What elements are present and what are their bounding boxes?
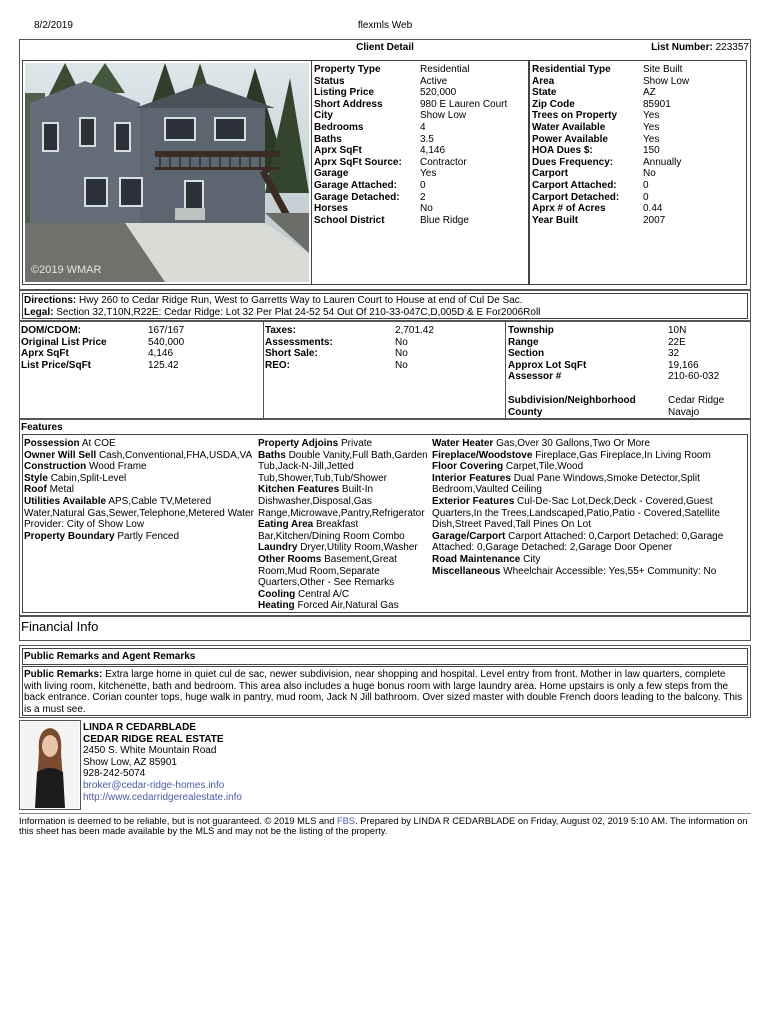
features-title: Features	[21, 422, 63, 433]
field-label: HOA Dues $:	[532, 145, 593, 157]
feature-value: Built-In Dishwasher,Disposal,Gas Range,Microwave,Pantry,Refrigerator	[258, 484, 425, 519]
feature-label: Floor Covering	[432, 461, 504, 473]
photo-watermark: ©2019 WMAR	[31, 264, 102, 276]
field-row	[532, 99, 744, 111]
field-row	[508, 325, 748, 337]
field-value: Navajo	[668, 406, 700, 418]
field-value: Site Built	[643, 64, 683, 75]
field-row	[314, 215, 526, 227]
feature-item	[258, 519, 430, 542]
field-value: No	[395, 336, 408, 348]
field-label: Water Available	[532, 121, 606, 133]
field-value: Active	[420, 75, 448, 87]
feature-label: Water Heater	[432, 438, 494, 449]
agent-office: CEDAR RIDGE REAL ESTATE	[83, 733, 224, 745]
field-row	[508, 348, 748, 360]
field-row	[265, 337, 503, 349]
agent-name: LINDA R CEDARBLADE	[83, 722, 196, 733]
field-value: Blue Ridge	[420, 214, 469, 226]
field-row	[21, 325, 261, 337]
field-row	[532, 110, 744, 122]
field-label: Garage Detached:	[314, 191, 400, 203]
agent-phone: 928-242-5074	[83, 768, 146, 780]
field-label: Trees on Property	[532, 110, 618, 122]
public-remarks: Public Remarks: Extra large home in quiet cul de sac, newer subdivision, near shopping and hospital. Level entry from front. Mother in law quarters, complete with living room, kitchenette, bath and bedroom. This area also includes a huge bonus room with large laundry area. Home upstairs is only a few steps from the back entrance. Corian counter tops, huge walk in pantry, mud room, Jack N Jill bathroom. Over sized master with double French doors leading to the balcony. This is a must see.	[24, 669, 743, 715]
field-label: County	[508, 406, 543, 418]
field-label: Original List Price	[21, 336, 107, 348]
feature-item	[432, 566, 746, 578]
field-label: REO:	[265, 359, 290, 371]
field-row	[314, 192, 526, 204]
field-value: 980 E Lauren Court	[420, 98, 508, 110]
field-label: Listing Price	[314, 87, 375, 99]
field-value: 19,166	[668, 359, 699, 371]
agent-email-link[interactable]: broker@cedar-ridge-homes.info	[83, 779, 225, 791]
field-label: State	[532, 87, 557, 99]
footer-disclaimer: Information is deemed to be reliable, but is not guaranteed. © 2019 MLS and FBS. Prepared by LINDA R CEDARBLADE on Friday, August 02, 2019 5:10 AM. The information on this sheet has been made available by the MLS and may not be the listing of the property.	[19, 816, 748, 836]
field-value: 150	[643, 145, 660, 157]
feature-item	[24, 496, 256, 531]
field-row	[265, 360, 503, 372]
feature-value: Double Vanity,Full Bath,Garden Tub,Jack-N-Jill,Jetted Tub,Shower,Tub,Tub/Shower	[258, 449, 428, 484]
feature-item	[432, 496, 746, 531]
feature-value: Carport Attached: 0,Carport Detached: 0,Garage Attached: 0,Garage Detached: 2,Garage Door Opener	[432, 530, 724, 554]
print-header	[0, 20, 770, 32]
field-row	[532, 192, 744, 204]
feature-label: Utilities Available	[24, 495, 107, 507]
feature-value: Carpet,Tile,Wood	[505, 461, 584, 473]
field-label: Status	[314, 75, 345, 87]
feature-label: Property Boundary	[24, 530, 115, 542]
field-row	[314, 203, 526, 215]
feature-value: Cash,Conventional,FHA,USDA,VA	[98, 449, 253, 461]
feature-label: Property Adjoins	[258, 438, 339, 449]
field-row	[532, 157, 744, 169]
field-label: DOM/CDOM:	[21, 325, 81, 336]
feature-value: Private	[340, 438, 373, 449]
field-row	[21, 360, 261, 372]
feature-item	[258, 542, 430, 554]
feature-item	[432, 531, 746, 554]
field-label: Zip Code	[532, 98, 575, 110]
field-label: Carport	[532, 168, 569, 180]
stats-divider-2	[505, 321, 506, 419]
feature-label: Baths	[258, 449, 286, 461]
list-number: List Number: 223357	[651, 42, 749, 53]
field-label: Horses	[314, 203, 348, 215]
features-column-1	[24, 438, 256, 542]
field-row	[314, 110, 526, 122]
field-label: Power Available	[532, 133, 608, 145]
field-label: Subdivision/Neighborhood	[508, 395, 636, 406]
footer-rule	[19, 813, 751, 814]
field-row	[532, 122, 744, 134]
feature-item	[24, 438, 256, 450]
stats-column-2	[265, 325, 503, 371]
field-label: Assessor #	[508, 371, 562, 383]
feature-label: Exterior Features	[432, 495, 515, 507]
field-label: Area	[532, 75, 555, 87]
field-value: Contractor	[420, 156, 467, 168]
feature-value: Dryer,Utility Room,Washer	[300, 542, 418, 554]
field-row	[508, 395, 748, 407]
field-label: List Price/SqFt	[21, 359, 92, 371]
field-row	[314, 122, 526, 134]
financial-title: Financial Info	[21, 619, 99, 634]
field-value: 2007	[643, 214, 666, 226]
field-value: 0	[420, 179, 426, 191]
field-row	[532, 203, 744, 215]
feature-item	[432, 438, 746, 450]
field-row	[314, 157, 526, 169]
feature-item	[24, 473, 256, 485]
field-row	[508, 371, 748, 383]
stats-divider-1	[263, 321, 264, 419]
field-value: 4,146	[148, 348, 174, 360]
feature-item	[258, 589, 430, 601]
field-value: No	[643, 168, 656, 180]
client-detail-title: Client Detail	[356, 42, 414, 53]
feature-item	[432, 473, 746, 496]
field-label: Residential Type	[532, 64, 611, 75]
feature-label: Garage/Carport	[432, 530, 506, 542]
directions: Directions: Hwy 260 to Cedar Ridge Run, West to Garretts Way to Lauren Court to House at end of Cul De Sac. Legal: Section 32,T10N,R22E: Cedar Ridge: Lot 32 Per Plat 24-52 54 Out Of 210-33-047C,D,005D & E For2006Roll	[24, 295, 541, 318]
feature-label: Road Maintenance	[432, 553, 521, 565]
features-column-2	[258, 438, 430, 612]
feature-item	[258, 450, 430, 485]
field-label: Baths	[314, 133, 342, 145]
fbs-link[interactable]: FBS	[336, 816, 356, 826]
feature-label: Style	[24, 472, 48, 484]
field-row	[314, 99, 526, 111]
field-value: 4,146	[420, 145, 446, 157]
feature-item	[24, 531, 256, 543]
field-label: Short Sale:	[265, 348, 318, 360]
field-label: Garage Attached:	[314, 179, 397, 191]
field-row	[314, 134, 526, 146]
field-label: Garage	[314, 168, 349, 180]
field-value: 85901	[643, 98, 671, 110]
field-row	[508, 337, 748, 349]
field-value: Show Low	[420, 110, 467, 122]
feature-value: Breakfast Bar,Kitchen/Dining Room Combo	[258, 519, 405, 542]
field-row	[508, 407, 748, 419]
feature-label: Construction	[24, 461, 87, 473]
feature-value: Wood Frame	[89, 461, 147, 473]
field-value: Annually	[643, 156, 682, 168]
feature-value: Basement,Great Room,Mud Room,Separate Quarters,Other - See Remarks	[258, 553, 397, 589]
property-fields	[314, 64, 526, 226]
feature-label: Miscellaneous	[432, 565, 501, 577]
field-value: 32	[668, 348, 680, 360]
field-label: Year Built	[532, 214, 579, 226]
field-label: Aprx SqFt	[314, 145, 362, 157]
agent-address-2: Show Low, AZ 85901	[83, 756, 177, 768]
field-row	[314, 145, 526, 157]
feature-label: Eating Area	[258, 519, 314, 531]
field-row	[314, 64, 526, 76]
remarks-title: Public Remarks and Agent Remarks	[24, 651, 196, 662]
field-value: Show Low	[643, 75, 690, 87]
field-value: Yes	[643, 121, 660, 133]
feature-label: Roof	[24, 484, 47, 496]
print-title: flexmls Web	[357, 20, 413, 31]
feature-item	[258, 600, 430, 612]
field-label: Assessments:	[265, 336, 333, 348]
field-value: 0.44	[643, 203, 663, 215]
feature-value: Dual Pane Windows,Smoke Detector,Split Bedroom,Vaulted Ceiling	[432, 472, 700, 496]
feature-label: Interior Features	[432, 472, 511, 484]
feature-value: Wheelchair Accessible: Yes,55+ Community: No	[503, 565, 717, 577]
field-row	[21, 337, 261, 349]
feature-item	[24, 461, 256, 473]
field-value: 125.42	[148, 359, 179, 371]
agent-photo	[21, 722, 79, 808]
feature-value: At COE	[81, 438, 116, 449]
field-label: Carport Detached:	[532, 191, 620, 203]
field-row	[532, 134, 744, 146]
field-row	[265, 325, 503, 337]
field-label: Approx Lot SqFt	[508, 359, 587, 371]
field-row	[532, 87, 744, 99]
field-label: Range	[508, 336, 539, 348]
feature-label: Heating	[258, 600, 295, 612]
house-image	[25, 63, 309, 282]
field-row	[314, 180, 526, 192]
field-row	[265, 348, 503, 360]
field-label: Short Address	[314, 98, 383, 110]
field-value: Yes	[643, 110, 660, 122]
feature-item	[432, 461, 746, 473]
field-label: Dues Frequency:	[532, 156, 614, 168]
field-label: Aprx SqFt	[21, 348, 69, 360]
field-row	[532, 76, 744, 88]
feature-value: Fireplace,Gas Fireplace,In Living Room	[535, 449, 711, 461]
feature-label: Laundry	[258, 542, 298, 554]
field-value: 10N	[668, 325, 687, 336]
field-value: 520,000	[420, 87, 457, 99]
field-row	[508, 360, 748, 372]
agent-card	[83, 722, 383, 803]
field-label: Taxes:	[265, 325, 296, 336]
field-value: 0	[643, 191, 649, 203]
field-row	[314, 76, 526, 88]
field-label: Section	[508, 348, 545, 360]
property-photo	[25, 63, 309, 282]
feature-value: Partly Fenced	[117, 530, 180, 542]
field-value: 2	[420, 191, 426, 203]
field-row	[532, 215, 744, 227]
field-value: 540,000	[148, 336, 185, 348]
field-value: AZ	[643, 87, 656, 99]
property-fields-2	[532, 64, 744, 226]
feature-value: Cul-De-Sac Lot,Deck,Deck - Covered,Guest Quarters,In the Trees,Landscaped,Patio,Patio - Covered,Satellite Dish,Street Paved,Tall Pines On Lot	[432, 495, 720, 531]
feature-item	[432, 554, 746, 566]
feature-value: APS,Cable TV,Metered Water,Natural Gas,Sewer,Telephone,Metered Water Provider: City of Show Low	[24, 495, 254, 531]
field-label: City	[314, 110, 333, 122]
field-value: 4	[420, 121, 426, 133]
agent-address-1: 2450 S. White Mountain Road	[83, 745, 217, 757]
field-value: 167/167	[148, 325, 185, 336]
field-row	[314, 168, 526, 180]
feature-value: Cabin,Split-Level	[50, 472, 127, 484]
field-value: 2,701.42	[395, 325, 434, 336]
agent-website-link[interactable]: http://www.cedarridgerealestate.info	[83, 791, 242, 803]
field-value: 0	[643, 179, 649, 191]
field-row	[532, 145, 744, 157]
feature-label: Cooling	[258, 588, 296, 600]
field-label: Property Type	[314, 64, 381, 75]
feature-value: Gas,Over 30 Gallons,Two Or More	[496, 438, 651, 449]
feature-item	[258, 438, 430, 450]
field-value: Cedar Ridge	[668, 395, 725, 406]
field-label: Aprx SqFt Source:	[314, 156, 402, 168]
feature-value: Forced Air,Natural Gas	[297, 600, 399, 612]
field-value: No	[420, 203, 433, 215]
field-row	[314, 87, 526, 99]
field-row	[532, 168, 744, 180]
field-row	[21, 348, 261, 360]
feature-label: Possession	[24, 438, 80, 449]
feature-label: Kitchen Features	[258, 484, 340, 496]
stats-column-3	[508, 325, 748, 383]
feature-label: Owner Will Sell	[24, 449, 97, 461]
field-value: 3.5	[420, 133, 434, 145]
feature-value: City	[523, 553, 541, 565]
field-value: Yes	[420, 168, 437, 180]
feature-item	[258, 484, 430, 519]
feature-value: Central A/C	[298, 588, 350, 600]
financial-frame	[19, 616, 751, 641]
field-value: No	[395, 359, 408, 371]
features-column-3	[432, 438, 746, 577]
feature-item	[24, 450, 256, 462]
field-label: Township	[508, 325, 554, 336]
field-label: School District	[314, 214, 385, 226]
feature-label: Other Rooms	[258, 553, 322, 565]
field-value: No	[395, 348, 408, 360]
field-value: 210-60-032	[668, 371, 720, 383]
field-label: Carport Attached:	[532, 179, 617, 191]
field-value: Yes	[643, 133, 660, 145]
field-row	[532, 64, 744, 76]
field-label: Bedrooms	[314, 121, 364, 133]
feature-label: Fireplace/Woodstove	[432, 449, 533, 461]
print-date: 8/2/2019	[34, 20, 73, 31]
field-value: Residential	[420, 64, 470, 75]
stats-column-3b	[508, 395, 748, 418]
field-value: 22E	[668, 336, 686, 348]
field-label: Aprx # of Acres	[532, 203, 606, 215]
field-row	[532, 180, 744, 192]
feature-value: Metal	[49, 484, 75, 496]
feature-item	[258, 554, 430, 589]
feature-item	[24, 484, 256, 496]
stats-column-1	[21, 325, 261, 371]
feature-item	[432, 450, 746, 462]
